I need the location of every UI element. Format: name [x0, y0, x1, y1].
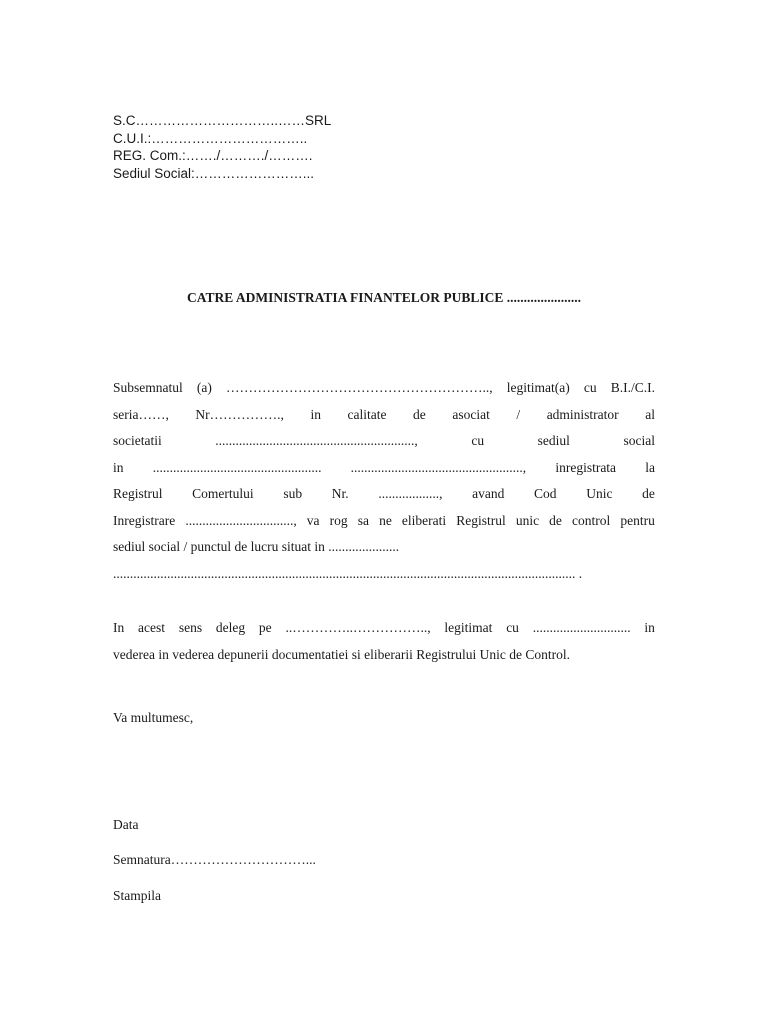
- cui-line: C.U.I.:……………………………..: [113, 130, 308, 146]
- stamp-label: Stampila: [113, 888, 161, 903]
- word: cu: [471, 433, 485, 448]
- word: administrator: [546, 406, 619, 422]
- word: Registrul: [113, 486, 163, 501]
- word: ..…………..……………..,: [285, 620, 431, 635]
- word: de: [642, 486, 655, 501]
- word: Inregistrare: [113, 512, 176, 528]
- reg-com-line: REG. Com.:……./………./……….: [113, 148, 313, 163]
- delegation-paragraph: [113, 615, 655, 668]
- word: In: [113, 620, 125, 635]
- word: pe: [258, 620, 272, 635]
- word: …………………………………………………..,: [225, 380, 493, 395]
- word: de: [413, 406, 426, 422]
- word: ne: [379, 512, 392, 528]
- word: eliberati: [401, 512, 447, 528]
- word: in: [310, 406, 321, 422]
- word: ...........................................................,: [215, 433, 418, 448]
- word: (a): [196, 380, 212, 395]
- word: sa: [357, 512, 369, 528]
- document-title: CATRE ADMINISTRATIA FINANTELOR PUBLICE ......................: [186, 290, 582, 305]
- paragraph-line: [113, 428, 655, 455]
- dotted-line: ......................................................................................................................................... .: [113, 565, 583, 581]
- paragraph-line: [113, 375, 655, 402]
- word: sediul: [537, 433, 570, 448]
- word: control: [572, 512, 611, 528]
- word: asociat: [452, 406, 490, 422]
- paragraph-line: [113, 481, 655, 508]
- word: ..................................................: [152, 459, 322, 475]
- word: calitate: [347, 406, 387, 422]
- word: avand: [472, 486, 505, 501]
- registered-office-line: Sediul Social:……………………...: [113, 165, 315, 181]
- word: cu: [506, 620, 519, 635]
- word: deleg: [215, 620, 246, 635]
- company-header: [113, 112, 331, 182]
- word: legitimat: [444, 620, 493, 635]
- word: cu: [583, 380, 597, 395]
- word: B.I./C.I.: [610, 380, 655, 395]
- word: va: [306, 512, 320, 528]
- word: sens: [178, 620, 203, 635]
- word: Cod: [534, 486, 557, 501]
- paragraph-line: [113, 402, 655, 429]
- closing-salutation: Va multumesc,: [113, 710, 194, 725]
- signature-label: Semnatura…………………………...: [113, 852, 316, 867]
- delegation-purpose-line: vederea in vederea depunerii documentatiei si eliberarii Registrului Unic de Control.: [113, 646, 570, 662]
- word: ..................,: [378, 486, 443, 501]
- date-label: Data: [113, 817, 139, 832]
- word: unic: [515, 512, 540, 528]
- word: de: [549, 512, 562, 528]
- word: rog: [329, 512, 348, 528]
- word: la: [645, 459, 655, 475]
- word: in: [644, 620, 655, 635]
- word: acest: [138, 620, 166, 635]
- word: societatii: [113, 433, 162, 448]
- word: inregistrata: [555, 459, 617, 475]
- word: sub: [283, 486, 303, 501]
- word: .............................: [532, 620, 631, 635]
- word: social: [623, 433, 655, 448]
- paragraph-line: [113, 508, 655, 535]
- word: /: [516, 406, 521, 422]
- company-name-line: S.C…………………………..……SRL: [113, 113, 332, 128]
- word: seria……,: [113, 406, 169, 422]
- paragraph-line: [113, 455, 655, 482]
- word: Unic: [586, 486, 613, 501]
- word: al: [645, 406, 655, 422]
- word: Subsemnatul: [113, 380, 183, 395]
- word: ................................,: [185, 512, 297, 528]
- paragraph-last-line: sediul social / punctul de lucru situat in .....................: [113, 539, 400, 554]
- request-paragraph: [113, 375, 655, 587]
- word: Comertului: [192, 486, 254, 501]
- word: Nr…………….,: [195, 406, 284, 422]
- word: Registrul: [456, 512, 506, 528]
- word: legitimat(a): [506, 380, 570, 395]
- word: ...................................................,: [350, 459, 527, 475]
- delegation-line: [113, 615, 655, 642]
- word: in: [113, 459, 124, 475]
- word: pentru: [620, 512, 655, 528]
- word: Nr.: [331, 486, 349, 501]
